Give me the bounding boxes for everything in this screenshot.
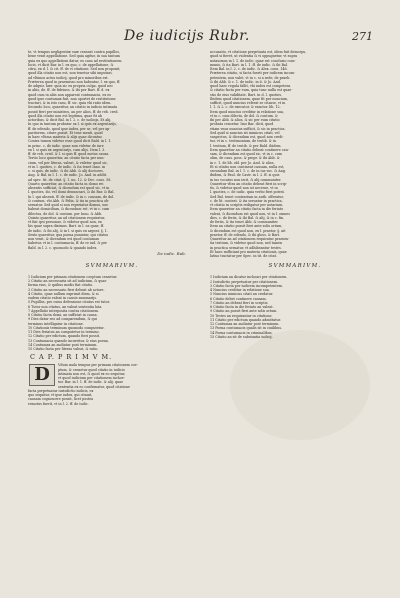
text-line: cium, vel per literas, valeat, & videtur quod sic, — [28, 160, 108, 165]
text-line: eadem citatio valeat in causis summarijs. — [28, 296, 98, 300]
text-line: vt fiat ipsi personae, & videtur quod non, ex — [28, 220, 102, 224]
text-line: tur, vt in c. testimonium, de testib. & in — [210, 139, 276, 144]
text-line: stio de eius validitate. Bart. in d. l. quoties. — [210, 92, 283, 97]
text-line: 15 Citatio facta per literas valeat, & ratio. — [28, 347, 99, 351]
text-line: Bald. in l. 2. c. quomodo & quando iudex. — [28, 245, 98, 250]
text-line: & ibi Abb. & c. 1. de iudic. in 6. & Jo. And. — [210, 79, 281, 84]
text-line: 4 Citatio, quae nullum exprimit diem, & si — [28, 291, 99, 296]
text-line: In l. qui absenti, ff. de iudic. & in c. causam, de dol. — [28, 194, 115, 199]
text-line: in haec vltima materia & alijs quae dicuntur, — [28, 135, 103, 139]
text-line: 9 Dies datur reo ad comparendum, & qui — [28, 317, 97, 322]
text-line: probata censetur. Imo Bar. dicit, quod — [210, 122, 274, 127]
text-line: vt quod iudicium per citationem inchoe- — [58, 376, 125, 380]
text-line: vt citatio in scriptis redigatur per notarium. — [210, 203, 284, 207]
text-line: Et si citatio non contineat causam, nulla est, — [210, 164, 285, 169]
text-line: non venit, & dicendum est quod contumax — [28, 237, 99, 241]
text-line: 11 Citatio per edictum quando admittatur. — [210, 317, 281, 322]
text-line: 13 Contumacia quando incurritur, & eius poena. — [28, 338, 109, 343]
text-line: Contra tamen videtur esse quod dicit Bald. in l. 1. — [28, 139, 112, 144]
text-line: 11 Dies feriatus an computetur in termino. — [28, 330, 100, 334]
text-line: 14 Contumax an audiatur post terminum. — [28, 342, 98, 347]
text-line: 10 Testes an requirantur in citatione. — [210, 313, 273, 318]
text-line: c. si quis, de iudic. & ibi Abb. & alij doctores. — [28, 169, 104, 173]
text-line: 1 Iudicium an dicatur inchoari per citationem. — [210, 275, 288, 280]
running-head: De iudicijs Rubr. — [124, 28, 250, 44]
text-line: valeat, & dicendum est quod non, vt in l. omnes — [210, 211, 290, 216]
text-line: vt in l. quoties, c. de iudic. & ita tenet Inno. in — [28, 164, 106, 169]
signature-mark: De iudic. Rub. — [157, 250, 186, 256]
text-line: secundum Bal. in l. 1. c. de in ius voc. & Ang. — [210, 169, 286, 173]
text-line: notauimus in l. 1. de iudic. quae est conclusio com- — [210, 58, 296, 63]
text-line: 5 Nuncius inimicus citati an credatur. — [210, 292, 274, 297]
text-line: 3 Citatio an necessario fieri debeat ab actore. — [28, 287, 105, 292]
text-line: habetur, vt in l. contumacia, ff. de re iud. & per — [28, 241, 107, 246]
text-line: quod haec regula fallit, vbi iudex est competens — [210, 84, 291, 88]
text-line: & contum. vbi Abb. & Felin. & ita in practica ob- — [28, 198, 110, 203]
text-line: his quae supra diximus. Bart. in l. ea quae, ff. — [28, 224, 104, 229]
text-line: Item quod nuncius creditur in relatione sua, — [210, 109, 284, 114]
text-line: Præterea quod in praemisso non habeatur, l. ex quo, ff. — [28, 79, 121, 84]
text-line: quod si fieret, ut violentia & vi oppugnetur, vt supra — [210, 54, 298, 59]
text-line: de adquir. hær. quia sic ex propria culpa, quod nec — [28, 84, 114, 88]
text-block — [210, 275, 380, 339]
text-line: c. de lit. contest. & ita seruatur in practica, — [210, 198, 283, 203]
text-line: Quaeritur vltra an citatio debeat fieri in scrip- — [210, 181, 287, 186]
text-line: 8 Citatio facta domi, an sufficiat in causa. — [28, 313, 98, 317]
text-line: dies, c. de feriis, & ibi Bal. & alij, & in c. fin. — [210, 215, 285, 220]
text-line: 2 Iurisdictio perpetuatur per citationem. — [210, 279, 278, 284]
right-column — [210, 50, 380, 570]
text-line: & dicendum est quod non, ex l. praetor, §. ait — [210, 228, 286, 233]
text-line: praetor, ff. de edendo, & ibi gloss. & Bart. — [210, 232, 281, 237]
text-line: facta perpetuatur iurisdictio iudicis, ex — [28, 388, 94, 393]
text-line: intimata non est, & quod ex eo sequitur, — [58, 371, 126, 376]
text-line: forma eius, & quibus modis fiat citatio. — [28, 283, 94, 288]
text-line: in practica seruatur, vt adhibeantur testes. — [210, 245, 282, 250]
text-line: citra, ex d. l. & cit. ff. de vi citatione. Sed non proponit, — [28, 67, 121, 71]
text-line: seruatur. Sed quid si non reperiatur domus, nec — [28, 203, 109, 207]
text-line: 9 Citatio an possit fieri ante solis ortum. — [210, 309, 278, 314]
text-line: etiam vnus nuncius sufficit, & sic in practica. — [210, 126, 286, 131]
text-line: l. 1. & 2. c. de executor. & exactor. lib. 12. — [210, 105, 281, 110]
text-line: In quo in tantum probatur ex l. si quis ex argentarijs, — [28, 122, 117, 127]
text-line: Sexto quaeritur, qua poena puniatur, qui citatus — [28, 232, 109, 237]
text-line: tia testium, & videtur quod non, sed tamen — [210, 241, 283, 246]
text-line: quia ex quo appellationi datur, eo casu ad restitutionem — [28, 58, 122, 63]
text-line: 6 Citatio debet continere causam. — [210, 296, 267, 301]
text-line: Ibidem quod citationem, quae fit per nuncium, — [210, 96, 288, 101]
text-line: Vdum mala tempus per primam citationem coe- — [58, 363, 138, 368]
text-line: Sed Bal. tenet contrarium in auth. offeratur, — [210, 194, 284, 199]
text-block — [28, 50, 196, 173]
text-line: in c. 1. de lib. obl. per Jo. And. & alios. — [210, 160, 275, 165]
text-line: sam, & dicendum est quod sic, vt in c. cum — [210, 152, 282, 156]
text-line: 15 Citatio an sit de substantia iudicij. — [210, 334, 273, 339]
text-line: petentem, non valet, vt in c. si a sede, de praeb. — [210, 75, 291, 80]
text-line: Item quaeritur an citatio facta in die feriato — [210, 207, 284, 212]
text-line: de iudic. & ibi alij, & in l. si quis ex argent. §. 1. — [28, 228, 108, 233]
text-line: habeat domicilium, & dicendum est, vt in c. cum — [28, 207, 110, 212]
text-line: quod cum in aliis non appareat contumacia, ex eo — [28, 92, 112, 97]
summary-heading: SVMMARIVM. — [85, 262, 139, 269]
text-line: ptum, & censetur quod citatio in iudicio — [58, 367, 125, 372]
left-column — [28, 50, 196, 570]
text-line: tis, & videtur quod non sit necesse, vt in — [210, 186, 278, 190]
text-line: & citatio facta per eum, quia tunc nulla est quae- — [210, 88, 293, 93]
text-line: Sed quid si nuncius sit inimicus citati, vel — [210, 130, 280, 135]
text-line: ad spec. tit. de citat. §. 1. nu. 12. & Dec. cons. 58. — [28, 177, 112, 182]
text-line: 6 Tutor non citatus, an valeat sententia lata. — [28, 304, 103, 309]
text-line: quod illa citatio non est legitima, quae fit ab — [28, 113, 103, 118]
text-line: locis, vt dicit Bar. in l. ex quo, c. de appellatione, & — [28, 62, 114, 67]
text-line: in princ. c. de iudic. quae non videtur de iure — [28, 143, 104, 148]
page-header — [0, 28, 400, 52]
text-line: bene venit appellatione. Sed quia agitur, in sua tantum — [28, 54, 120, 59]
text-line: quod illa citatio non est, non tenetur sibi imputari, — [28, 71, 113, 76]
text-line: Præterea citatio, si facta fuerit per iudicem incom- — [210, 71, 296, 76]
text-line: l. quoties, ibi, vel domi denunciari, & ibi Bar. & Bal. — [28, 190, 115, 195]
text-line: quo sequitur, vt ipse iudex, qui citauit, — [28, 393, 93, 397]
text-line: 1 Iudicium per primam citationem coeptum censetur. — [28, 274, 118, 279]
text-line: suspectus, & dicendum est, quod non credi- — [210, 135, 284, 139]
text-line: Quarto quaeritur, an citatio facta in domo rei — [28, 181, 104, 186]
text-block — [210, 50, 380, 258]
text-line: accusatio, vt citatione perpetuata est, idem fuit deinceps, — [210, 50, 307, 54]
page-number: 271 — [352, 30, 373, 43]
text-line: 4 Nuncius creditur in relatione sua. — [210, 288, 270, 292]
text-line: l. testium, ff. de testib. & per Bald. ibidem. — [210, 143, 282, 148]
text-line: Tertio loco quaeritur, an citatio facta per nun- — [28, 156, 105, 161]
text-line: 7 Appellatio interposita contra citationem. — [28, 308, 100, 313]
text-line: 5 Pupillus, pro cuius defensione citatus est tutor. — [28, 300, 110, 305]
text-line: quod ipse contumax fuit, non oportet de restitutione — [28, 96, 116, 101]
text-line: de feriis, & ita tenet Abb. & communiter. — [210, 220, 279, 224]
text-line: remotus fuerit, vt in l. 2. ff. de iudic. — [28, 401, 89, 406]
text-line: tur. Bar. in l. 1. ff. de iudic. & alij. quae — [58, 380, 124, 385]
text-line: 8 Citatio facta in die feriato an valeat. — [210, 305, 274, 309]
text-line: 7 Citatio an debeat fieri in scriptis. — [210, 300, 269, 305]
text-line: 14 Poena contumacis in criminalibus. — [210, 330, 273, 335]
text-line: Aug. & Bal. in l. 1. c. de iudic. Jo. And. in addit. — [28, 173, 108, 178]
text-line: ibi per Abb. & alios, & sic per eum citatio — [210, 118, 280, 122]
text-line: causam cognoscere possit, licet postea — [28, 397, 94, 402]
text-block — [28, 275, 196, 352]
text-line: possit fieri per ministros, an per alios, ff. de reb. cred. — [28, 109, 119, 114]
text-line: ex l. si quis ex argentarijs, cum alijs. Item l. 3. — [28, 147, 106, 152]
text-line: ibidem, & Paul. de Castr. in l. 2. ff. si quis — [210, 173, 280, 178]
text-line: munis, & ita Bart. in l. 1. ff. de iudic. & ibi Bal. — [210, 62, 289, 67]
text-line: in ius vocatus non ierit, & alij communiter. — [210, 177, 282, 182]
text-line: sententia ex eo confirmatur, quod citatione — [58, 384, 130, 389]
text-line: 12 Citatio per edictum, quando fieri possit. — [28, 334, 101, 339]
text-line: l. quoties, c. de iudic. quia verbo fieri potest. — [210, 190, 285, 195]
decorated-initial-letter: D — [29, 364, 55, 386]
text-line: absentis sufficiat, & dicendum est quod sic, vt in — [28, 186, 110, 190]
text-line: te, vt tempus negligentiæ suæ censeat contra pupillos, — [28, 50, 120, 54]
text-line: Secundo loco, quaeritur, an citatio in iudicio intimata — [28, 105, 118, 110]
text-line: sufficit, quod nuncius referat se citasse, vt in — [210, 101, 286, 105]
text-line: vt in c. cum dilecta, de dol. & contum. & — [210, 113, 278, 118]
text-line: latius tractatur per Spec. in tit. de citat. — [210, 254, 277, 258]
text-line: ff. de reb. cred. & l. si quis ff. quod metus causa. — [28, 152, 110, 156]
text-line: Quaeritur an ad citationem requiratur praesen- — [210, 237, 290, 241]
text-line: 2 Citatio an necessaria sit ad iudicium, & quae — [28, 279, 107, 283]
text-line: tractari, & in isto casu, ff. sic. quia vbi ratio idem. — [28, 101, 112, 105]
text-line: Item an citatio possit fieri ante solis ortum, — [210, 224, 283, 229]
text-line: terminus intelligatur in citatione. — [28, 321, 84, 326]
text-line: 12 Contumax an audiatur post terminum. — [210, 322, 280, 326]
summary-heading: SVMMARIVM. — [268, 263, 322, 270]
text-line: paritorem, citare possit. Et tene menti, quod — [28, 130, 103, 135]
text-block — [28, 173, 196, 250]
text-line: in aliis, de. ff. de fideiuss. & ibi per Bart. ff. d. ex — [28, 88, 110, 93]
text-line: 3 Citatio facta per iudicem incompetentem. — [210, 283, 283, 288]
text-line: 13 Poena contumacis qualis sit in ciuilibus. — [210, 326, 283, 331]
text-line: Et haec sufficiant pro materia citationis, quae — [210, 249, 287, 254]
text-line: olim, de caus. poss. & propr. & ibi Abb. & — [210, 156, 280, 161]
text-line: ad vltimos actus iudicij, quod pro minoribus est. — [28, 75, 109, 80]
text-line: Item Bal. in l. 2. c. de iudic. & Alex. cons. 146. — [210, 67, 288, 71]
text-line: dilectus, de dol. & contum. per Inno. & Abb. — [28, 211, 103, 216]
text-line: 10 Citationis terminum quomodo computetur. — [28, 325, 105, 330]
text-line: actoribus, & dicit Bal. in l. 2. c. de iudicijs. Et alij. — [28, 118, 112, 122]
chapter-heading: C A P. P R I M V M. — [30, 353, 113, 362]
text-line: Quinto quaeritur, an ad citationem requiratur, — [28, 215, 106, 220]
text-line: ff. de edendo, quod ipse iudex, per se, vel per ap- — [28, 126, 111, 131]
text-line: Item quaeritur an citatio debeat continere cau- — [210, 147, 289, 152]
